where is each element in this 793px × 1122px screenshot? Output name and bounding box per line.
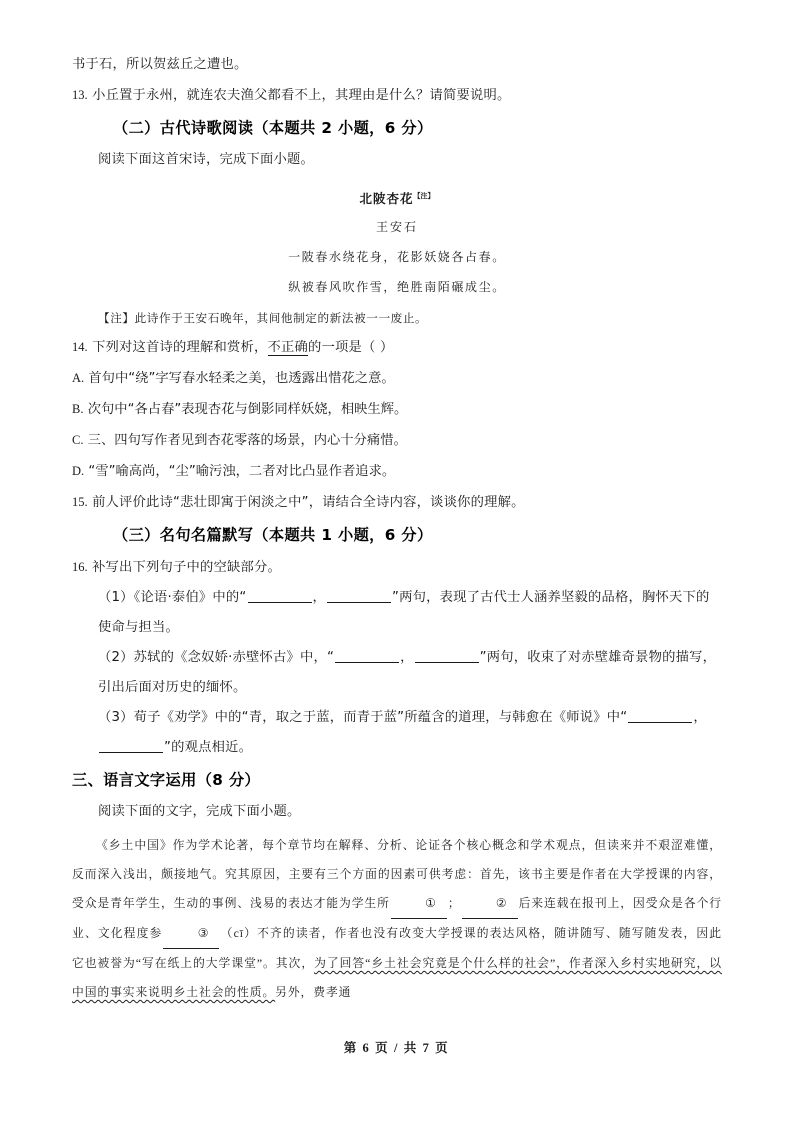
- option-b[interactable]: [72, 394, 722, 425]
- question-13-text: 小丘置于永州，就连农夫渔父都看不上，其理由是什么？请简要说明。: [92, 88, 511, 103]
- page-content: [72, 50, 722, 1007]
- item-3-blank-a[interactable]: [628, 722, 692, 723]
- poem-block: [72, 183, 722, 302]
- question-15: [72, 487, 722, 518]
- option-b-label: B.: [72, 402, 84, 417]
- poem-line-2: 纵被春风吹作雪，绝胜南陌碾成尘。: [288, 280, 506, 295]
- reading-passage: [72, 831, 722, 1007]
- question-16-item-3: [72, 703, 722, 763]
- question-15-text: 前人评价此诗“悲壮即寓于闲淡之中”，请结合全诗内容，谈谈你的理解。: [92, 495, 525, 511]
- poem-author: 王安石: [375, 220, 418, 235]
- passage-segment-3: 后来连载在报刊上，因受众是各个行业、文化程度参: [72, 896, 722, 941]
- poem-title-note-marker: 【注】: [413, 192, 435, 200]
- item-2-suffix: ”两句，收束了对赤壁雄奇景物的描写，引出后面对历史的缅怀。: [98, 650, 717, 696]
- question-16-item-1: [72, 583, 722, 643]
- item-2-blank-a[interactable]: [335, 662, 399, 663]
- question-15-number: 15.: [72, 495, 88, 510]
- item-3-suffix: ”的观点相近。: [164, 740, 253, 756]
- item-2-mid: ，: [400, 650, 414, 666]
- poem-title: [72, 183, 722, 212]
- question-13: [72, 80, 722, 111]
- option-a-label: A.: [72, 371, 85, 386]
- poem-note: 【注】此诗作于王安石晚年，其间他制定的新法被一一废止。: [98, 312, 428, 326]
- passage-segment-6: 另外，费孝通: [275, 985, 352, 1000]
- page-footer: 第 6 页 / 共 7 页: [343, 1041, 450, 1055]
- passage-segment-4: 不齐的读者，作者也没有改变大学授课的表达风格，随讲随写、随写随发表，因此它也被誉为“写在纸上的大学课堂”。其次，: [72, 926, 722, 971]
- passage-wavy-underlined-sentence: 为了回答“乡土社会究竟是个什么样的社会”，作者深入乡村实地研究，以中国的事实来说明乡土社会的性质。: [72, 956, 722, 1000]
- item-3-mid: ，: [693, 710, 707, 726]
- passage-blank-3[interactable]: ③: [163, 919, 219, 949]
- question-16: [72, 552, 722, 583]
- question-14-stem-after: 的一项是（ ）: [308, 340, 394, 356]
- option-b-text: 次句中“各占春”表现杏花与倒影同样妖娆，相映生辉。: [87, 402, 408, 418]
- option-d-label: D.: [72, 464, 85, 479]
- option-c-label: C.: [72, 433, 84, 448]
- question-14-stem-before: 下列对这首诗的理解和赏析，: [92, 340, 268, 356]
- question-14-number: 14.: [72, 340, 88, 355]
- item-2-blank-b[interactable]: [415, 662, 479, 663]
- passage-segment-1: 《乡土中国》作为学术论著，每个章节均在解释、分析、论证各个核心概念和学术观点，但读来并不艰涩难懂，反而深入浅出，颇接地气。究其原因，主要有三个方面的因素可供考虑：首先，该书主要是作者在大学授课的内容，受众是青年学生，生动的事例、浅易的表达才能为学生所: [72, 838, 722, 911]
- passage-pinyin-annotation: （cī）: [220, 926, 258, 941]
- item-1-blank-b[interactable]: [327, 602, 391, 603]
- section-two-instruction: 阅读下面这首宋诗，完成下面小题。: [98, 152, 314, 167]
- poem-title-text: 北陂杏花: [359, 192, 414, 207]
- question-14: [72, 332, 722, 363]
- item-1-suffix: ”两句，表现了古代士人涵养坚毅的品格，胸怀天下的使命与担当。: [98, 590, 710, 636]
- option-a-text: 首句中“绕”字写春水轻柔之美，也透露出惜花之意。: [88, 371, 395, 387]
- section-language-heading: 三、语言文字运用（8 分）: [72, 771, 261, 790]
- option-a[interactable]: [72, 363, 722, 394]
- section-two-heading: （二）古代诗歌阅读（本题共 2 小题，6 分）: [113, 119, 433, 137]
- passage-blank-2[interactable]: ②: [462, 889, 518, 919]
- question-16-item-2: [72, 643, 722, 703]
- question-16-text: 补写出下列句子中的空缺部分。: [92, 560, 282, 576]
- item-1-mid: ，: [312, 590, 326, 606]
- carryover-text: 书于石，所以贺兹丘之遭也。: [72, 57, 248, 72]
- poem-line-1: 一陂春水绕花身，花影妖娆各占春。: [288, 250, 506, 265]
- passage-segment-2: ；: [447, 896, 461, 911]
- passage-blank-1[interactable]: ①: [391, 889, 447, 919]
- item-3-prefix: （3）荀子《劝学》中的“青，取之于蓝，而青于蓝”所蕴含的道理，与韩愈在《师说》中“: [98, 710, 628, 726]
- option-c[interactable]: [72, 425, 722, 456]
- item-1-prefix: （1）《论语·泰伯》中的“: [98, 590, 247, 606]
- item-1-blank-a[interactable]: [248, 602, 312, 603]
- question-16-number: 16.: [72, 560, 88, 575]
- question-14-emphasis: 不正确 ··: [268, 340, 309, 356]
- item-3-blank-b[interactable]: [99, 752, 163, 753]
- section-three-heading: （三）名句名篇默写（本题共 1 小题，6 分）: [113, 526, 433, 545]
- option-c-text: 三、四句写作者见到杏花零落的场景，内心十分痛惜。: [87, 433, 407, 449]
- option-d[interactable]: [72, 456, 722, 487]
- question-13-number: 13.: [72, 88, 88, 102]
- item-2-prefix: （2）苏轼的《念奴娇·赤壁怀古》中，“: [98, 650, 335, 666]
- option-d-text: “雪”喻高尚，“尘”喻污浊，二者对比凸显作者追求。: [88, 464, 396, 480]
- section-language-instruction: 阅读下面的文字，完成下面小题。: [98, 804, 301, 820]
